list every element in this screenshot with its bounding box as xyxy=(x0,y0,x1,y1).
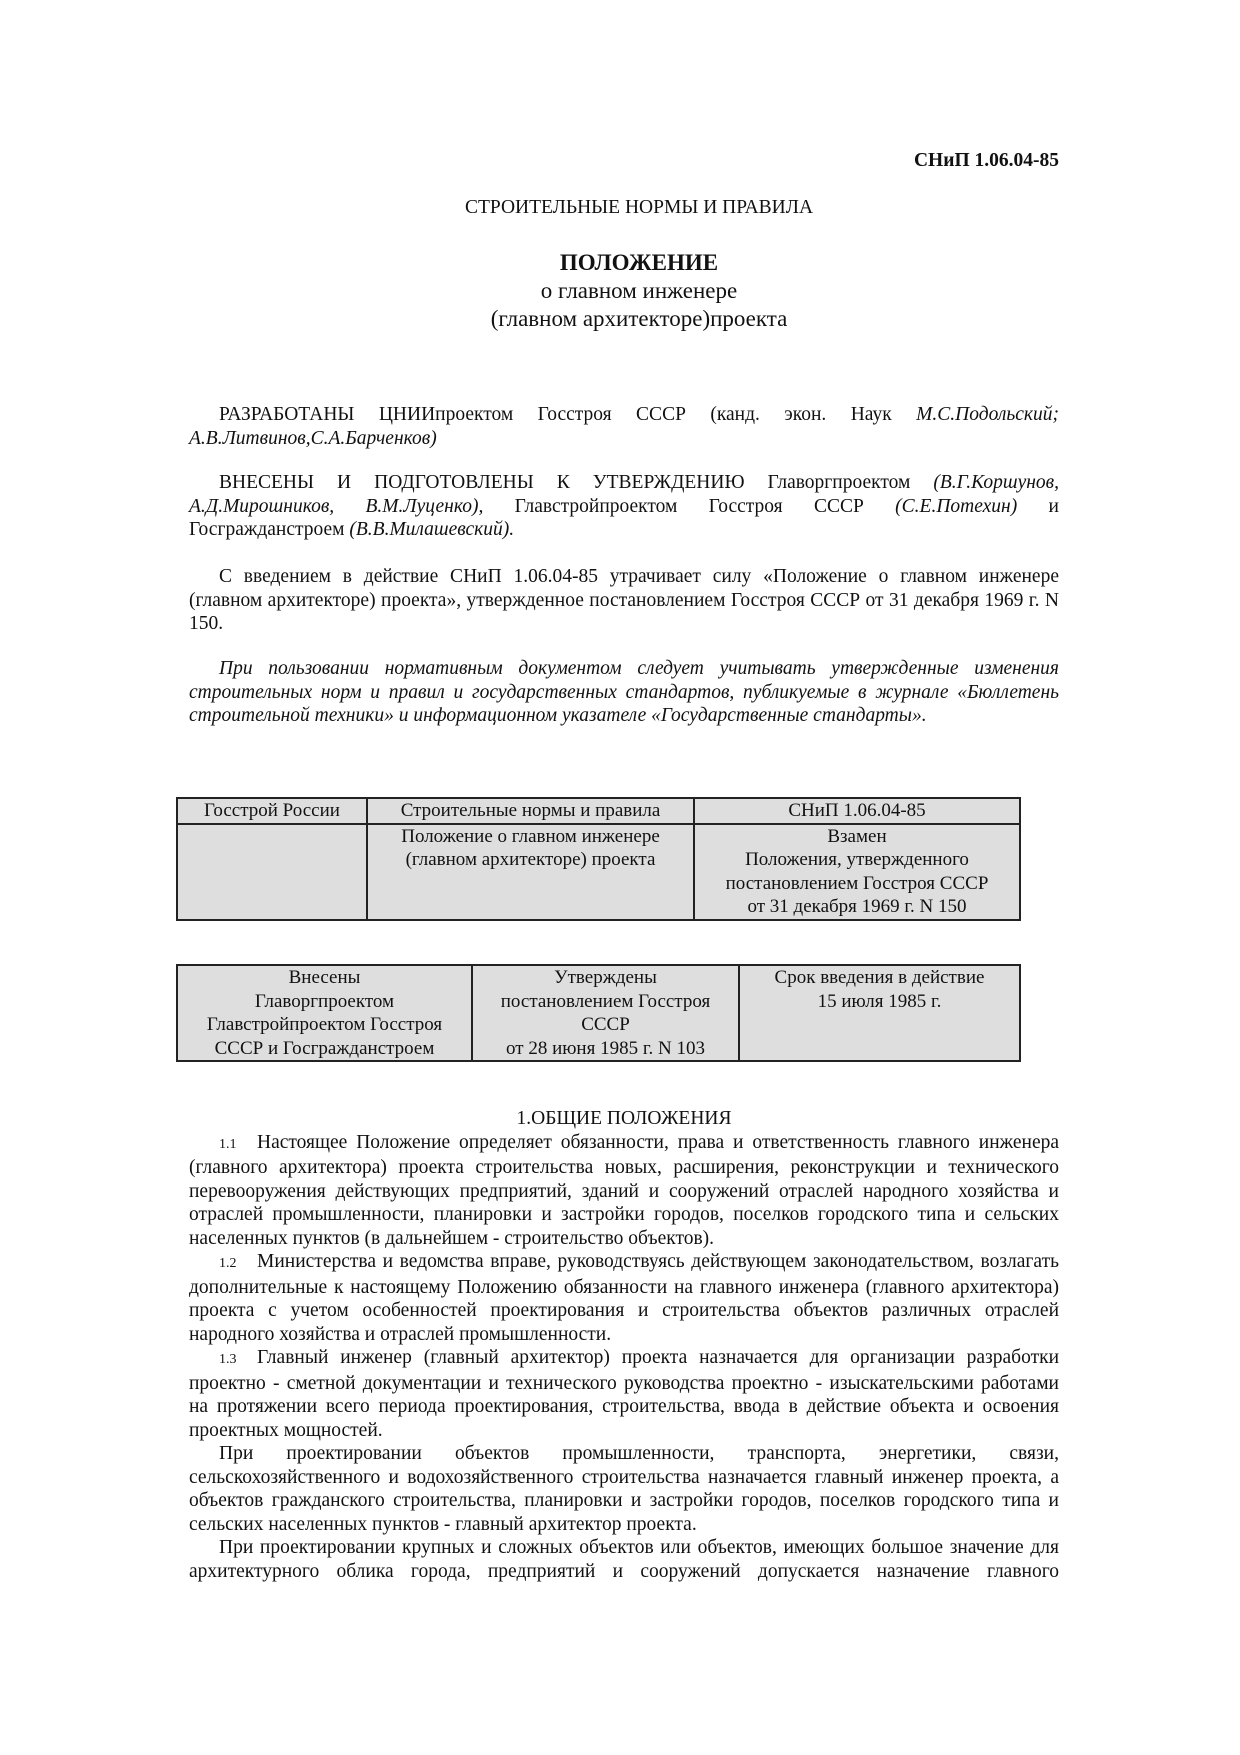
cell-line: от 28 июня 1985 г. N 103 xyxy=(506,1037,705,1059)
document-code: СНиП 1.06.04-85 xyxy=(913,150,1059,171)
introduced-authors-3: (В.В.Милашевский). xyxy=(349,519,515,540)
note-paragraph: При пользовании нормативным документом следует учитывать утвержденные изменения строительных норм и правил и государственных стандартов, публикуемые в журнале «Бюллетень строительной техники» и информационном указателе «Государственные стандарты». xyxy=(189,658,1059,726)
clause-text: Главный инженер (главный архитектор) проекта назначается для организации разработки проектно - сметной документации и технического руководства проектно - изыскательскими работами на протяжении всего периода проектирования, строительства, ввода в действие объекта и освоения проектных мощностей. xyxy=(189,1347,1059,1441)
table1-empty-cell xyxy=(177,824,367,920)
document-subtitle-1: о главном инженере xyxy=(540,278,738,303)
document-title: ПОЛОЖЕНИЕ xyxy=(559,250,719,275)
paragraph-large-objects: При проектировании крупных и сложных объектов или объектов, имеющих большое значение для архитектурного облика города, предприятий и сооружений допускается назначение главного xyxy=(189,1537,1059,1582)
table2-cell-introduced xyxy=(177,965,472,1061)
developed-authors: М.С.Подольский; А.В.Литвинов,С.А.Барченков) xyxy=(189,404,1059,449)
document-category: СТРОИТЕЛЬНЫЕ НОРМЫ И ПРАВИЛА xyxy=(464,197,814,218)
section-heading: 1.ОБЩИЕ ПОЛОЖЕНИЯ xyxy=(516,1108,732,1129)
cell-line: СССР и Госгражданстроем xyxy=(214,1037,435,1059)
table1-header-1: Госстрой России xyxy=(177,798,367,824)
cell-line: постановлением Госстроя xyxy=(500,990,711,1012)
clause-number: 1.2 xyxy=(219,1256,237,1271)
info-table-2 xyxy=(176,964,1021,1062)
introduced-text-2: Главстройпроектом Госстроя СССР xyxy=(483,495,896,517)
cell-line: от 31 декабря 1969 г. N 150 xyxy=(747,896,967,917)
introduced-text-1: ВНЕСЕНЫ И ПОДГОТОВЛЕНЫ К УТВЕРЖДЕНИЮ Главоргпроектом xyxy=(219,472,934,493)
table1-cell-title xyxy=(367,824,694,920)
cell-line: 15 июля 1985 г. xyxy=(817,990,942,1012)
introduced-paragraph xyxy=(189,471,1059,542)
cell-line: (главном архитекторе) проекта xyxy=(405,849,656,870)
clause-1-3 xyxy=(189,1346,1059,1442)
cell-line: Взамен xyxy=(827,825,887,847)
section-1 xyxy=(189,1107,1059,1583)
clause-number: 1.3 xyxy=(219,1352,237,1367)
info-table-1 xyxy=(176,797,1021,921)
table2-cell-effective xyxy=(739,965,1020,1061)
clause-1-2 xyxy=(189,1250,1059,1346)
cell-line: постановлением Госстроя СССР xyxy=(725,872,989,894)
clause-1-1 xyxy=(189,1131,1059,1251)
cell-line: Срок введения в действие xyxy=(774,967,985,988)
cell-line: Главоргпроектом xyxy=(254,990,395,1012)
document-subtitle-2: (главном архитекторе)проекта xyxy=(490,306,788,331)
cell-line: Внесены xyxy=(288,967,361,988)
cell-line: Положение о главном инженере xyxy=(401,825,660,847)
clause-text: Настоящее Положение определяет обязанности, права и ответственность главного инженера (главного архитектора) проекта строительства новых, расширения, реконструкции и технического перевооружения действующих предприятий, зданий и сооружений отраслей народного хозяйства и отраслей промышленности, планировки и застройки городов, поселков городского типа и сельских населенных пунктов (в дальнейшем - строительство объектов). xyxy=(189,1131,1059,1249)
cell-line: Утверждены xyxy=(554,967,657,988)
clause-text: Министерства и ведомства вправе, руководствуясь действующем законодательством, возлагать дополнительные к настоящему Положению обязанности на главного инженера (главного архитектора) проекта с учетом особенностей проектирования и строительства объектов различных отраслей народного хозяйства и отраслей промышленности. xyxy=(189,1251,1059,1345)
introduced-text-3: и Госгражданстроем xyxy=(189,495,1059,540)
developed-text: РАЗРАБОТАНЫ ЦНИИпроектом Госстроя СССР (канд. экон. Наук xyxy=(219,404,917,425)
developed-paragraph xyxy=(189,403,1059,450)
replaces-paragraph: С введением в действие СНиП 1.06.04-85 утрачивает силу «Положение о главном инженере (главном архитекторе) проекта», утвержденное постановлением Госстроя СССР от 31 декабря 1969 г. N 150. xyxy=(189,566,1059,634)
clause-number: 1.1 xyxy=(219,1136,237,1152)
cell-line: Положения, утвержденного xyxy=(745,849,969,870)
table1-header-3: СНиП 1.06.04-85 xyxy=(694,798,1020,824)
introduced-authors-2: (С.Е.Потехин) xyxy=(895,495,1018,517)
cell-line: СССР xyxy=(581,1014,630,1035)
table1-header-2: Строительные нормы и правила xyxy=(367,798,694,824)
introduced-authors-1: (В.Г.Коршунов, А.Д.Мирошников, В.М.Луценко), xyxy=(189,472,1059,517)
table2-cell-approved xyxy=(472,965,739,1061)
paragraph-engineer-assignment: При проектировании объектов промышленности, транспорта, энергетики, связи, сельскохозяйственного и водохозяйственного строительства назначается главный инженер проекта, а объектов гражданского строительства, планировки и застройки городов, поселков городского типа и сельских населенных пунктов - главный архитектор проекта. xyxy=(189,1443,1059,1535)
table1-cell-replaces xyxy=(694,824,1020,920)
cell-line: Главстройпроектом Госстроя xyxy=(206,1014,443,1035)
